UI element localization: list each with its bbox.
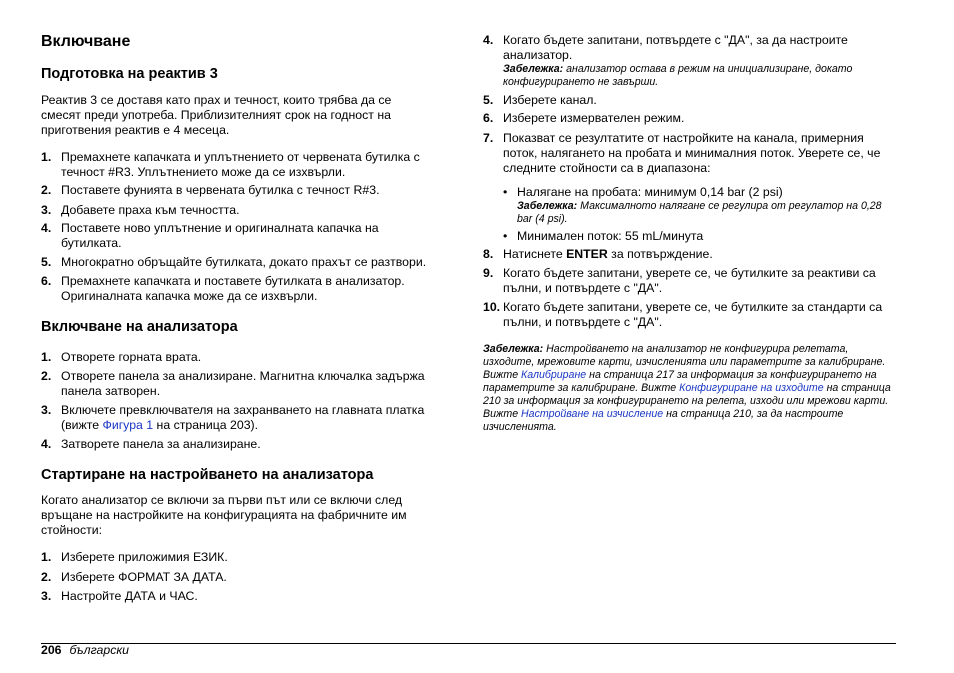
list-item: 10. Когато бъдете запитани, уверете се, че бутилките за стандарти са пълни, и потвърдете с "ДА". (483, 300, 883, 329)
calibration-link[interactable]: Калибриране (521, 369, 587, 381)
list-item: 8. Натиснете ENTER за потвърждение. (483, 247, 713, 261)
setup-section-title: Стартиране на настройването на анализатора (41, 467, 374, 483)
list-item: 4. Когато бъдете запитани, потвърдете с "ДА", за да настроите анализатор. Забележка: анализатор остава в режим на инициализиране, докато конфигурирането не завърши. (483, 33, 898, 89)
figure-link[interactable]: Фигура 1 (102, 418, 154, 432)
list-item: 1. Премахнете капачката и уплътнението от червената бутилка с течност #R3. Уплътнението може да се изхвърли. (41, 150, 420, 179)
outputs-config-link[interactable]: Конфигуриране на изходите (679, 382, 824, 394)
reagent-intro: Реактив 3 се доставя като прах и течност, които трябва да се смесят преди употреба. Приблизителният срок на годност на приготвения реактив е 4 месеца. (41, 93, 392, 137)
list-item: • Минимален поток: 55 mL/минута (503, 229, 704, 243)
bullet-icon: • (503, 229, 508, 243)
note: Забележка: Максималното налягане се регулира от регулатор на 0,28 bar (4 psi). (517, 200, 882, 225)
list-item: 3. Добавете праха към течността. (41, 203, 240, 217)
list-item: 3. Включете превключвателя на захранването на главната платка (вижте Фигура 1 на страница 203). (41, 403, 425, 432)
bullet-icon: • (503, 185, 508, 199)
list-item: 2. Поставете фунията в червената бутилка с течност R#3. (41, 183, 380, 197)
power-section-title: Включване на анализатора (41, 319, 238, 335)
page-number: 206 (41, 643, 62, 657)
page-title: Включване (41, 33, 131, 50)
list-item: 4. Затворете панела за анализиране. (41, 437, 261, 451)
reagent-section-title: Подготовка на реактив 3 (41, 66, 218, 82)
list-item: 2. Отворете панела за анализиране. Магнитна ключалка задържа панела затворен. (41, 369, 425, 398)
list-item: 4. Поставете ново уплътнение и оригиналната капачка на бутилката. (41, 221, 379, 250)
footer-divider (41, 643, 896, 644)
list-item: 9. Когато бъдете запитани, уверете се, че бутилките за реактиви са пълни, и потвърдете с "ДА". (483, 266, 876, 295)
list-item: 7. Показват се резултатите от настройките на канала, примерния поток, налягането на пробата и минималния поток. Уверете се, че следните стойности са в диапазона: (483, 131, 881, 175)
footer-language: български (69, 643, 130, 657)
list-item: • Налягане на пробата: минимум 0,14 bar (2 psi) Забележка: Максималното налягане се регулира от регулатор на 0,28 bar (4 psi). (503, 185, 898, 226)
setup-intro: Когато анализатор се включи за първи път или се включи след връщане на настройките на конфигурацията на фабричните им стойности: (41, 493, 407, 537)
calculation-setup-link[interactable]: Настройване на изчисление (521, 408, 664, 420)
final-note: Забележка: Настройването на анализатор не конфигурира релетата, изходите, мрежовите карти, изчисленията или параметрите за калибриране. Вижте Калибриране на страница 217 за информация за конфигурирането на параметрите за калибриране. Вижте Конфигуриране на изходите на страница 210 за информация за конфигурирането на релета, изходи или мрежови карти. Вижте Настройване на изчисление на страница 210, за да настроите изчисленията. (483, 343, 891, 433)
list-item: 1. Отворете горната врата. (41, 350, 202, 364)
list-item: 3. Настройте ДАТА и ЧАС. (41, 589, 198, 603)
page-footer (41, 643, 129, 657)
list-item: 6. Премахнете капачката и поставете бутилката в анализатор. Оригиналната капачка може да се изхвърли. (41, 274, 405, 303)
list-item: 6. Изберете измервателен режим. (483, 111, 685, 125)
list-item: 5. Изберете канал. (483, 93, 597, 107)
list-item: 2. Изберете ФОРМАТ ЗА ДАТА. (41, 570, 227, 584)
list-item: 1. Изберете приложимия ЕЗИК. (41, 550, 228, 564)
note: Забележка: анализатор остава в режим на инициализиране, докато конфигурирането не завърши. (503, 63, 853, 88)
list-item: 5. Многократно обръщайте бутилката, докато прахът се разтвори. (41, 255, 427, 269)
